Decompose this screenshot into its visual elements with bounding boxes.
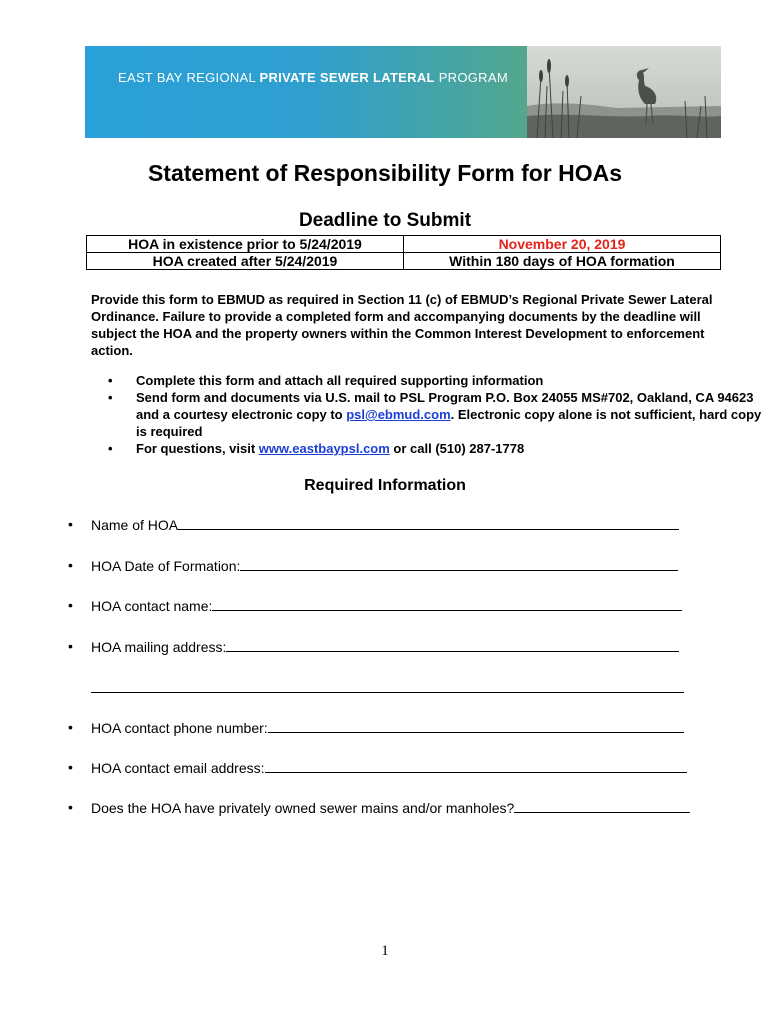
contact-name-input[interactable]	[212, 596, 682, 611]
contact-name-field: • HOA contact name:	[91, 596, 682, 615]
table-row	[87, 253, 721, 270]
field-label: HOA contact email address:	[91, 760, 265, 776]
required-info-heading: Required Information	[304, 477, 466, 494]
deadline-date: November 20, 2019	[404, 236, 721, 253]
program-banner	[85, 46, 721, 138]
hoa-name-input[interactable]	[178, 515, 679, 530]
deadline-date: Within 180 days of HOA formation	[404, 253, 721, 270]
mailing-address-input-line2[interactable]	[91, 692, 684, 693]
formation-date-field: • HOA Date of Formation:	[91, 556, 678, 575]
deadline-heading: Deadline to Submit	[298, 210, 472, 231]
list-item: • Send form and documents via U.S. mail to PSL Program P.O. Box 24055 MS#702, Oakland, CA 94623 and a courtesy electronic copy to psl@ebmud.com. Electronic copy alone is not sufficient, hard copy is required	[136, 389, 766, 440]
email-field: • HOA contact email address:	[91, 758, 687, 777]
deadline-condition: HOA in existence prior to 5/24/2019	[87, 236, 404, 253]
field-label: Does the HOA have privately owned sewer mains and/or manholes?	[91, 800, 515, 816]
email-input[interactable]	[265, 758, 687, 773]
field-label: HOA contact phone number:	[91, 720, 268, 736]
list-item: • For questions, visit www.eastbaypsl.com or call (510) 287-1778	[136, 440, 766, 457]
heron-photo	[527, 46, 721, 138]
mailing-address-input[interactable]	[226, 637, 679, 652]
field-label: HOA mailing address:	[91, 639, 227, 655]
table-row	[87, 236, 721, 253]
field-label: HOA Date of Formation:	[91, 558, 241, 574]
phone-field: • HOA contact phone number:	[91, 718, 684, 737]
formation-date-input[interactable]	[240, 556, 678, 571]
page-number: 1	[381, 943, 389, 959]
banner-title: EAST BAY REGIONAL PRIVATE SEWER LATERAL PROGRAM	[118, 70, 508, 85]
instructions-list	[91, 372, 766, 457]
email-link[interactable]: psl@ebmud.com	[346, 407, 451, 422]
sewer-question-field: • Does the HOA have privately owned sewer mains and/or manholes?	[91, 798, 690, 817]
hoa-name-field: • Name of HOA	[91, 515, 679, 534]
list-item: • Complete this form and attach all required supporting information	[136, 372, 766, 389]
deadline-condition: HOA created after 5/24/2019	[87, 253, 404, 270]
website-link[interactable]: www.eastbaypsl.com	[258, 441, 390, 456]
deadline-table	[86, 235, 721, 270]
sewer-answer-input[interactable]	[514, 798, 690, 813]
field-label: HOA contact name:	[91, 598, 213, 614]
mailing-address-field: • HOA mailing address:	[91, 637, 679, 656]
field-label: Name of HOA	[91, 517, 179, 533]
page-title: Statement of Responsibility Form for HOAs	[147, 160, 623, 186]
phone-input[interactable]	[268, 718, 684, 733]
intro-paragraph: Provide this form to EBMUD as required in Section 11 (c) of EBMUD’s Regional Private Sewer Lateral Ordinance. Failure to provide a completed form and accompanying documents by the deadline will subject the HOA and the property owners within the Common Interest Development to enforcement action.	[91, 292, 713, 358]
